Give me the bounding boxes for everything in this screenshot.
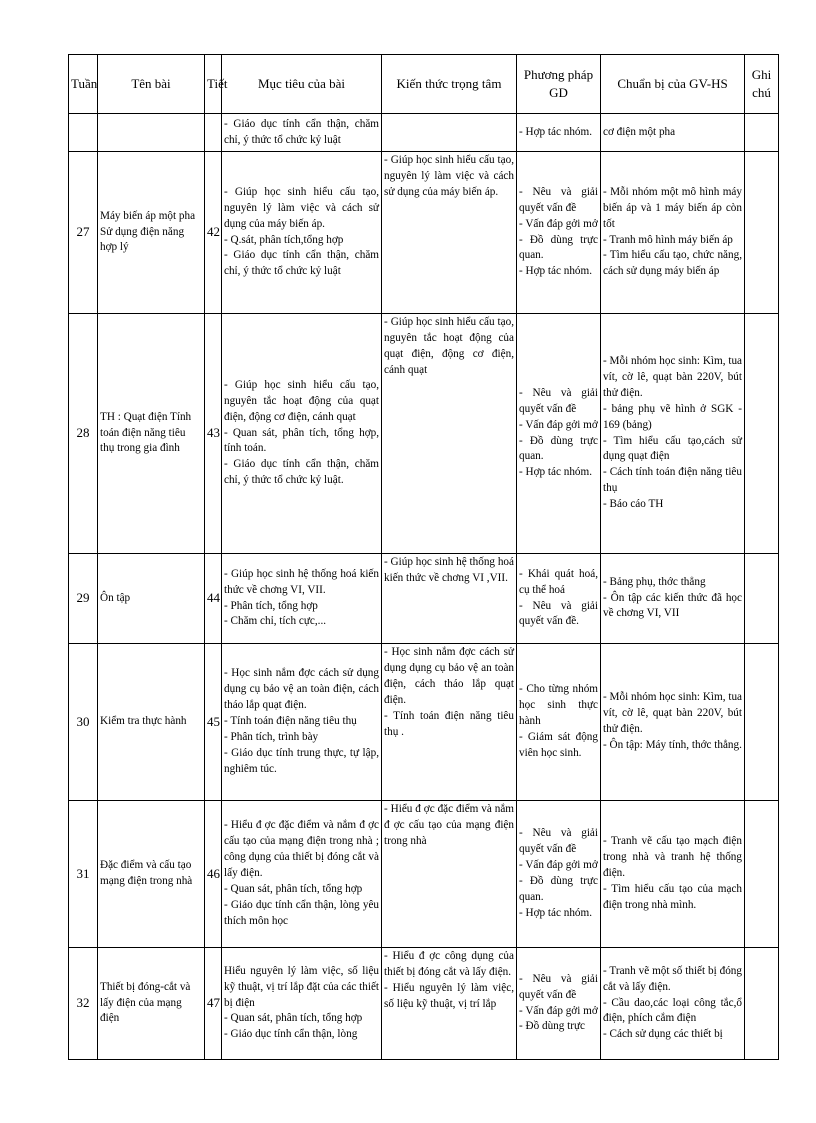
header-muc-tieu: Mục tiêu của bài	[222, 55, 382, 114]
preparation-cell-line: - Cầu dao,các loại công tắc,ổ điện, phích cắm điện	[603, 996, 742, 1025]
week-cell: 28	[69, 314, 98, 554]
notes-cell	[745, 314, 779, 554]
table-body	[69, 114, 779, 1060]
teaching-method-cell-line: - Nêu và giải quyết vấn đề	[519, 386, 598, 415]
teaching-method-cell-line: - Nêu và giải quyết vấn đề.	[519, 599, 598, 628]
objectives-cell	[222, 801, 382, 948]
teaching-method-cell	[517, 114, 601, 152]
header-ten-bai: Tên bài	[98, 55, 205, 114]
objectives-cell-line: - Hiểu đ ợc đặc điểm và nắm đ ợc cấu tạo của mạng điện trong nhà ; công dụng của thiết bị đóng cắt và lấy điện.	[224, 819, 379, 880]
key-knowledge-cell	[382, 314, 517, 554]
table-row	[69, 801, 779, 948]
teaching-method-cell-line: - Đồ dùng trực quan.	[519, 434, 598, 463]
table-row	[69, 948, 779, 1060]
objectives-cell-line: - Q.sát, phân tích,tổng hợp	[224, 233, 344, 246]
teaching-method-cell-line: - Vấn đáp gởi mở	[519, 1004, 598, 1017]
teaching-method-cell-line: - Hợp tác nhóm.	[519, 125, 593, 138]
week-cell: 31	[69, 801, 98, 948]
teaching-method-cell-line: - Hợp tác nhóm.	[519, 265, 593, 278]
lesson-title-cell: Ôn tập	[98, 554, 205, 644]
objectives-cell-line: - Quan sát, phân tích, tổng hợp	[224, 882, 363, 895]
preparation-cell-line: - Ôn tập: Máy tính, thớc thẳng.	[603, 738, 742, 751]
objectives-cell	[222, 948, 382, 1060]
key-knowledge-cell	[382, 948, 517, 1060]
lesson-title-cell	[98, 114, 205, 152]
key-knowledge-cell-line: - Hiểu đ ợc đặc điểm và nắm đ ợc cấu tạo của mạng điện trong nhà	[384, 803, 514, 847]
objectives-cell-line: - Quan sát, phân tích, tổng hợp	[224, 1012, 363, 1025]
lesson-title-cell: Máy biến áp một pha Sử dụng điện năng hợp lý	[98, 152, 205, 314]
preparation-cell-line: - Bảng phụ, thớc thẳng	[603, 575, 706, 588]
table-row	[69, 554, 779, 644]
objectives-cell-line: - Quan sát, phân tích, tổng hợp, tính toán.	[224, 426, 379, 455]
period-cell: 47	[205, 948, 222, 1060]
objectives-cell	[222, 554, 382, 644]
teaching-method-cell-line: - Đồ dùng trực quan.	[519, 233, 598, 262]
preparation-cell-line: - Ôn tập các kiến thức đã học về chơng VI, VII	[603, 591, 742, 620]
teaching-method-cell	[517, 152, 601, 314]
preparation-cell-line: - Tranh vẽ cấu tạo mạch điện trong nhà và tranh hệ thống điện.	[603, 835, 742, 880]
teaching-method-cell-line: - Khái quát hoá, cụ thể hoá	[519, 567, 598, 596]
week-cell: 32	[69, 948, 98, 1060]
key-knowledge-cell	[382, 114, 517, 152]
period-cell: 45	[205, 644, 222, 801]
table-row	[69, 314, 779, 554]
key-knowledge-cell-line: - Giúp học sinh hiểu cấu tạo, nguyên lý làm việc và cách sử dụng của máy biến áp.	[384, 154, 514, 198]
header-ghi-chu: Ghi chú	[745, 55, 779, 114]
week-cell: 29	[69, 554, 98, 644]
preparation-cell-line: - Cách tính toán điện năng tiêu thụ	[603, 466, 742, 495]
teaching-method-cell	[517, 801, 601, 948]
objectives-cell-line: - Giáo dục tính cẩn thận, lòng	[224, 1028, 358, 1041]
preparation-cell	[601, 554, 745, 644]
key-knowledge-cell-line: - Hiểu nguyên lý làm việc, số liệu kỹ thuật, vị trí lắp	[384, 981, 514, 1010]
objectives-cell-line: - Học sinh nắm đợc cách sử dụng dụng cụ bảo vệ an toàn điện, cách tháo lắp quạt điện.	[224, 667, 379, 712]
teaching-method-cell-line: - Đồ dùng trực quan.	[519, 875, 598, 903]
objectives-cell	[222, 314, 382, 554]
header-phuong-phap: Phương pháp GD	[517, 55, 601, 114]
notes-cell	[745, 114, 779, 152]
lesson-title-cell: TH : Quạt điện Tính toán điện năng tiêu thụ trong gia đình	[98, 314, 205, 554]
key-knowledge-cell-line: - Giúp học sinh hệ thống hoá kiến thức về chơng VI ,VII.	[384, 556, 514, 584]
preparation-cell	[601, 152, 745, 314]
teaching-method-cell-line: - Nêu và giải quyết vấn đề	[519, 827, 598, 856]
preparation-cell-line: - Tranh mô hình máy biến áp	[603, 233, 733, 246]
week-cell: 27	[69, 152, 98, 314]
teaching-method-cell	[517, 948, 601, 1060]
lesson-title-cell: Thiết bị đóng-cắt và lấy điện của mạng điện	[98, 948, 205, 1060]
teaching-method-cell	[517, 644, 601, 801]
objectives-cell-line: - Phân tích, tổng hợp	[224, 599, 318, 612]
teaching-method-cell-line: - Vấn đáp gởi mở	[519, 859, 598, 872]
objectives-cell-line: - Giúp học sinh hiểu cấu tạo, nguyên lý làm việc và cách sử dụng của máy biến áp.	[224, 185, 379, 230]
teaching-method-cell-line: - Cho từng nhóm học sinh thực hành	[519, 683, 598, 728]
teaching-method-cell-line: - Hợp tác nhóm.	[519, 466, 593, 479]
preparation-cell-line: - Tìm hiểu cấu tạo,cách sử dụng quạt điện	[603, 434, 742, 463]
header-kien-thuc: Kiến thức trọng tâm	[382, 55, 517, 114]
key-knowledge-cell	[382, 644, 517, 801]
preparation-cell-line: cơ điện một pha	[603, 125, 676, 138]
notes-cell	[745, 644, 779, 801]
week-cell: 30	[69, 644, 98, 801]
key-knowledge-cell	[382, 152, 517, 314]
header-tuan: Tuần	[69, 55, 98, 114]
key-knowledge-cell	[382, 801, 517, 948]
teaching-method-cell-line: - Hợp tác nhóm.	[519, 906, 593, 919]
preparation-cell	[601, 644, 745, 801]
teaching-method-cell-line: - Đồ dùng trực	[519, 1020, 586, 1033]
preparation-cell	[601, 314, 745, 554]
table-row	[69, 114, 779, 152]
lesson-title-cell: Đặc điểm và cấu tạo mạng điện trong nhà	[98, 801, 205, 948]
preparation-cell-line: - Tìm hiểu cấu tạo, chức năng, cách sử dụng máy biến áp	[603, 249, 742, 278]
key-knowledge-cell-line: - Tính toán điện năng tiêu thụ .	[384, 709, 514, 738]
objectives-cell-line: - Chăm chỉ, tích cực,...	[224, 615, 327, 628]
teaching-method-cell	[517, 554, 601, 644]
objectives-cell	[222, 114, 382, 152]
preparation-cell-line: - Mỗi nhóm một mô hình máy biến áp và 1 máy biến áp còn tốt	[603, 185, 742, 230]
period-cell	[205, 114, 222, 152]
teaching-method-cell-line: - Vấn đáp gởi mở	[519, 217, 598, 230]
preparation-cell-line: - Cách sử dụng các thiết bị	[603, 1028, 723, 1041]
teaching-method-cell-line: - Vấn đáp gởi mở	[519, 418, 598, 431]
key-knowledge-cell-line: - Hiểu đ ợc công dụng của thiết bị đóng cắt và lấy điện.	[384, 950, 514, 978]
header-tiet: Tiết	[205, 55, 222, 114]
objectives-cell-line: - Giáo dục tính cẩn thận, chăm chỉ, ý thức tổ chức kỷ luật	[224, 249, 379, 278]
objectives-cell-line: - Giúp học sinh hệ thống hoá kiến thức về chơng VI, VII.	[224, 567, 379, 596]
preparation-cell-line: - Mỗi nhóm học sinh: Kìm, tua vít, cờ lê, quạt bàn 220V, bút thử điện.	[603, 354, 742, 399]
notes-cell	[745, 554, 779, 644]
period-cell: 44	[205, 554, 222, 644]
objectives-cell-line: - Giáo dục tính cẩn thận, lòng yêu thích môn học	[224, 898, 379, 927]
lesson-plan-page	[68, 54, 778, 1060]
key-knowledge-cell-line: - Giúp học sinh hiểu cấu tạo, nguyên tắc hoạt động của quạt điện, động cơ điện, cánh quạt	[384, 316, 514, 376]
objectives-cell-line: - Tính toán điện năng tiêu thụ	[224, 715, 357, 728]
objectives-cell-line: - Giáo dục tính trung thực, tự lập, nghiêm túc.	[224, 746, 379, 775]
week-cell	[69, 114, 98, 152]
preparation-cell-line: - Mỗi nhóm học sinh: Kìm, tua vít, cờ lê, quạt bàn 220V, bút thử điện.	[603, 691, 742, 735]
key-knowledge-cell	[382, 554, 517, 644]
period-cell: 43	[205, 314, 222, 554]
preparation-cell-line: - Báo cáo TH	[603, 498, 664, 511]
table-row	[69, 644, 779, 801]
teaching-method-cell	[517, 314, 601, 554]
objectives-cell-line: - Giáo dục tính cẩn thận, chăm chỉ, ý thức tổ chức kỷ luật.	[224, 458, 379, 487]
period-cell: 42	[205, 152, 222, 314]
lesson-plan-table	[68, 54, 779, 1060]
table-row	[69, 152, 779, 314]
notes-cell	[745, 948, 779, 1060]
key-knowledge-cell-line: - Học sinh nắm đợc cách sử dụng dụng cụ bảo vệ an toàn điện, cách tháo lắp quạt điện.	[384, 646, 514, 706]
preparation-cell	[601, 114, 745, 152]
lesson-title-cell: Kiểm tra thực hành	[98, 644, 205, 801]
objectives-cell-line: Hiểu nguyên lý làm việc, số liệu kỹ thuật, vị trí lắp đặt của các thiết bị điện	[224, 964, 380, 1009]
objectives-cell-line: - Phân tích, trình bày	[224, 730, 319, 743]
teaching-method-cell-line: - Giám sát động viên học sinh.	[519, 730, 598, 759]
preparation-cell-line: - Tranh vẽ một số thiết bị đóng cắt và lấy điện.	[603, 964, 742, 993]
header-row	[69, 55, 779, 114]
preparation-cell-line: - bảng phụ vẽ hình ở SGK - 169 (bảng)	[603, 402, 742, 431]
objectives-cell	[222, 644, 382, 801]
teaching-method-cell-line: - Nêu và giải quyết vấn đề	[519, 185, 598, 214]
notes-cell	[745, 801, 779, 948]
header-chuan-bi: Chuẩn bị của GV-HS	[601, 55, 745, 114]
objectives-cell-line: - Giáo dục tính cẩn thận, chăm chỉ, ý thức tổ chức kỷ luật	[224, 117, 379, 146]
preparation-cell	[601, 948, 745, 1060]
objectives-cell	[222, 152, 382, 314]
period-cell: 46	[205, 801, 222, 948]
preparation-cell-line: - Tìm hiểu cấu tạo của mạch điện trong nhà mình.	[603, 882, 742, 911]
preparation-cell	[601, 801, 745, 948]
objectives-cell-line: - Giúp học sinh hiểu cấu tạo, nguyên tắc hoạt động của quạt điện, động cơ điện, cánh quạt	[224, 378, 379, 423]
teaching-method-cell-line: - Nêu và giải quyết vấn đề	[519, 972, 598, 1001]
notes-cell	[745, 152, 779, 314]
